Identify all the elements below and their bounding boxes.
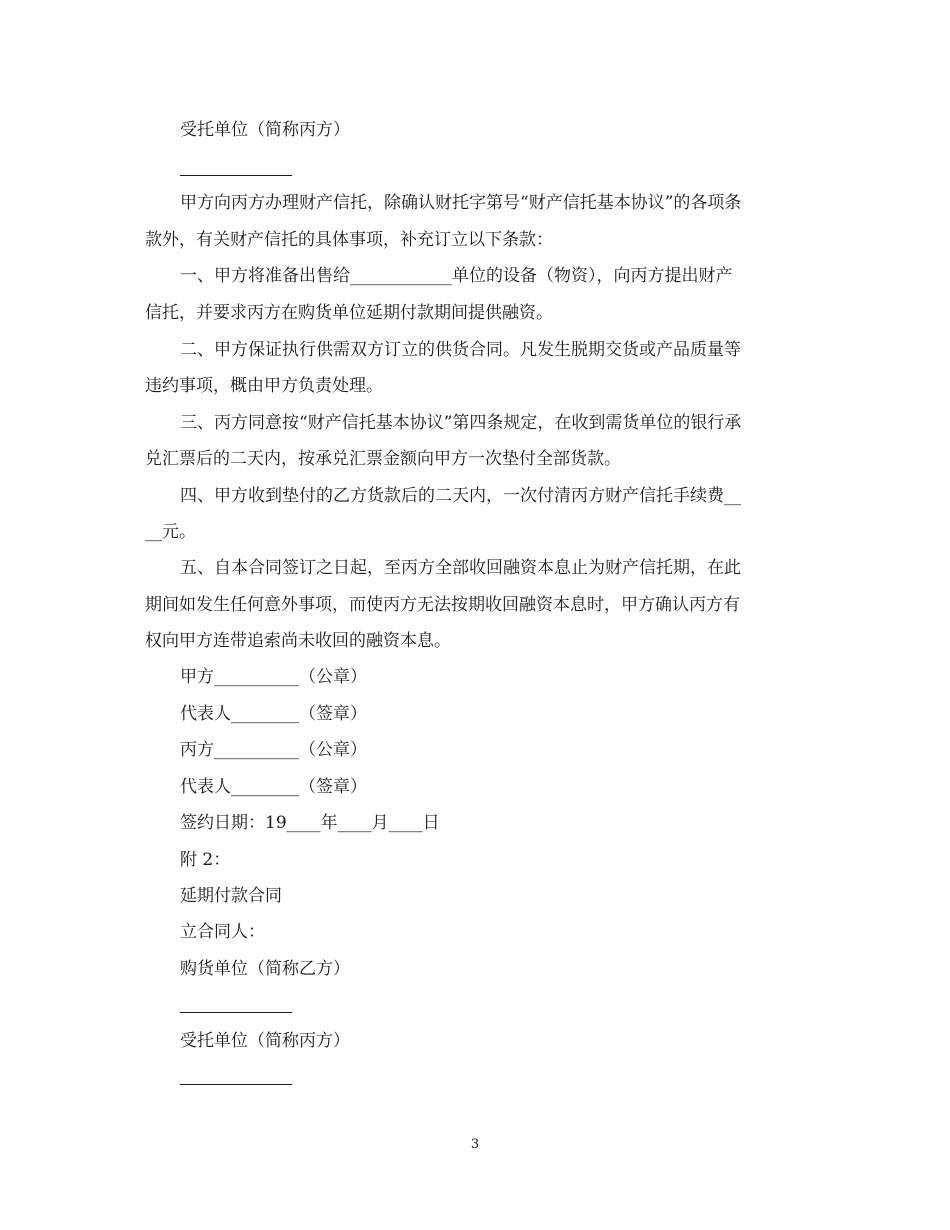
clause-5-line-3: 权向甲方连带追索尚未收回的融资本息。 xyxy=(145,631,451,651)
clause-4-line-1: 四、甲方收到垫付的乙方货款后的二天内，一次付清丙方财产信托手续费__ xyxy=(180,486,741,506)
party-c-seal-line: 丙方__________（公章） xyxy=(180,740,367,760)
clause-4-line-2: __元。 xyxy=(145,522,196,542)
clause-1-line-1: 一、甲方将准备出售给____________单位的设备（物资），向丙方提出财产 xyxy=(180,266,733,286)
blank-fill-line xyxy=(180,1084,292,1085)
clause-2-line-2: 违约事项，概由甲方负责处理。 xyxy=(145,376,383,396)
intro-paragraph-line-1: 甲方向丙方办理财产信托，除确认财托字第号“财产信托基本协议”的各项条 xyxy=(180,193,742,213)
party-a-representative-line: 代表人________（签章） xyxy=(180,704,367,724)
contract-parties-label: 立合同人： xyxy=(180,922,265,942)
intro-paragraph-line-2: 款外，有关财产信托的具体事项，补充订立以下条款： xyxy=(145,230,553,250)
entrusted-unit-label-top: 受托单位（简称丙方） xyxy=(180,120,350,140)
clause-5-line-1: 五、自本合同签订之日起，至丙方全部收回融资本息止为财产信托期，在此 xyxy=(180,558,741,578)
clause-3-line-2: 兑汇票后的二天内，按承兑汇票金额向甲方一次垫付全部货款。 xyxy=(145,449,621,469)
clause-3-line-1: 三、丙方同意按“财产信托基本协议”第四条规定，在收到需货单位的银行承 xyxy=(180,413,742,433)
buyer-unit-label: 购货单位（简称乙方） xyxy=(180,959,350,979)
signing-date-line: 签约日期：19____年____月____日 xyxy=(180,813,440,833)
party-a-seal-line: 甲方__________（公章） xyxy=(180,667,367,687)
clause-2-line-1: 二、甲方保证执行供需双方订立的供货合同。凡发生脱期交货或产品质量等 xyxy=(180,340,741,360)
blank-fill-line xyxy=(180,1012,292,1013)
blank-fill-line xyxy=(180,175,292,176)
clause-5-line-2: 期间如发生任何意外事项，而使丙方无法按期收回融资本息时，甲方确认丙方有 xyxy=(145,595,740,615)
entrusted-unit-label-bottom: 受托单位（简称丙方） xyxy=(180,1031,350,1051)
deferred-payment-contract-title: 延期付款合同 xyxy=(180,886,282,906)
appendix-label: 附 2： xyxy=(180,850,231,870)
party-c-representative-line: 代表人________（签章） xyxy=(180,777,367,797)
page-number: 3 xyxy=(470,1137,480,1152)
clause-1-line-2: 信托，并要求丙方在购货单位延期付款期间提供融资。 xyxy=(145,303,553,323)
